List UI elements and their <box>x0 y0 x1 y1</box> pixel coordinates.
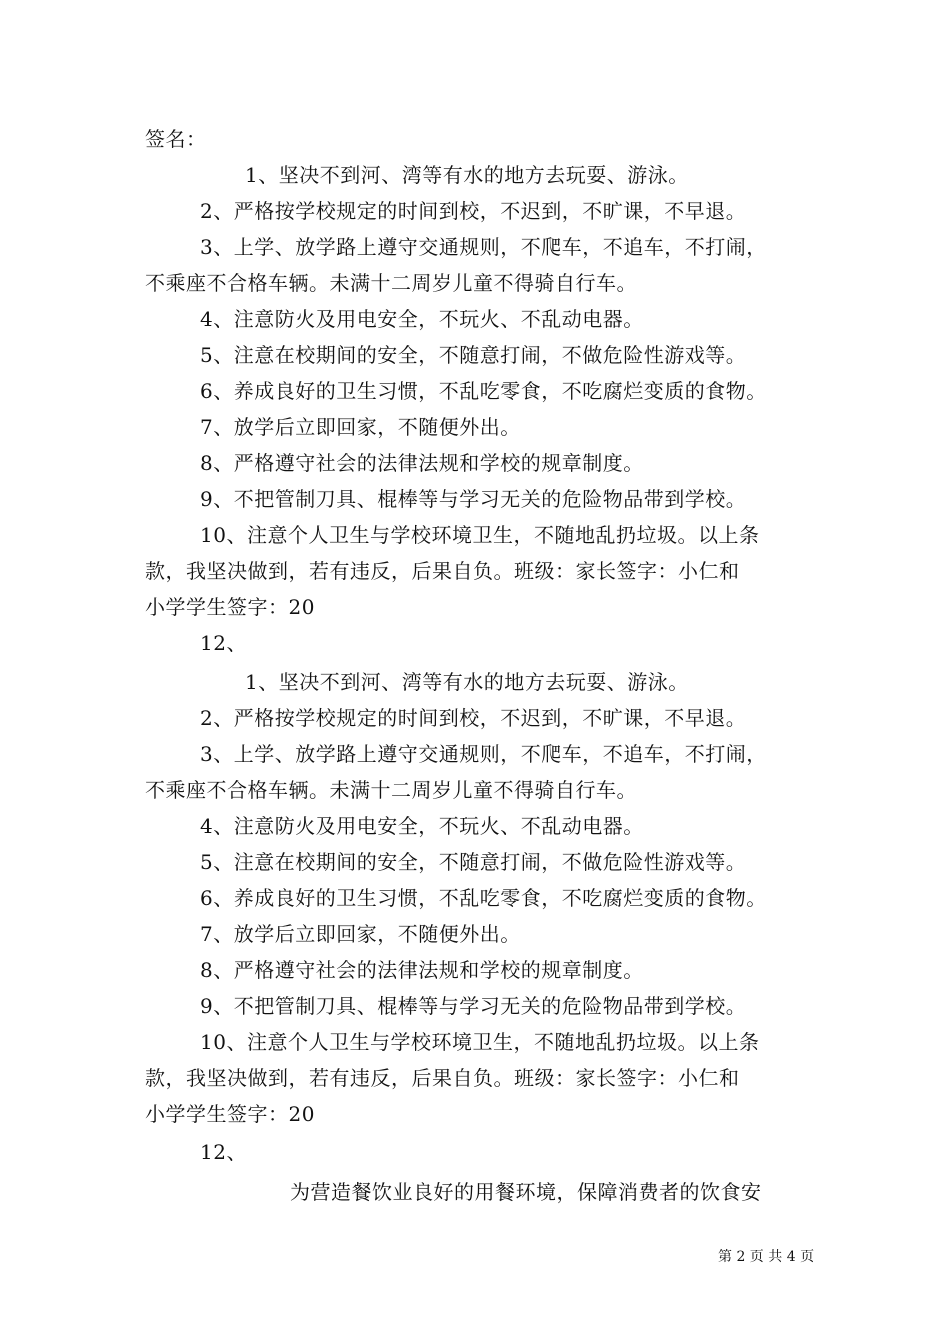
rule-line: 款，我坚决做到，若有违反，后果自负。班级：家长签字：小仁和 <box>145 559 740 583</box>
paragraph-line: 为营造餐饮业良好的用餐环境，保障消费者的饮食安 <box>290 1180 762 1204</box>
rule-line: 10、注意个人卫生与学校环境卫生，不随地乱扔垃圾。以上条 <box>200 523 760 547</box>
rule-line: 2、严格按学校规定的时间到校，不迟到，不旷课，不早退。 <box>200 199 747 223</box>
rule-line: 7、放学后立即回家，不随便外出。 <box>200 415 521 439</box>
rule-line: 不乘座不合格车辆。未满十二周岁儿童不得骑自行车。 <box>145 271 637 295</box>
rule-line: 2、严格按学校规定的时间到校，不迟到，不旷课，不早退。 <box>200 706 747 730</box>
rule-line: 小学学生签字：20 <box>145 595 315 619</box>
rule-line: 3、上学、放学路上遵守交通规则，不爬车，不追车，不打闹， <box>200 235 767 259</box>
rule-line: 7、放学后立即回家，不随便外出。 <box>200 922 521 946</box>
rule-line: 1、坚决不到河、湾等有水的地方去玩耍、游泳。 <box>245 163 689 187</box>
rule-line: 不乘座不合格车辆。未满十二周岁儿童不得骑自行车。 <box>145 778 637 802</box>
rule-line: 12、 <box>200 1140 247 1164</box>
rule-line: 4、注意防火及用电安全，不玩火、不乱动电器。 <box>200 814 644 838</box>
rule-line: 9、不把管制刀具、棍棒等与学习无关的危险物品带到学校。 <box>200 994 747 1018</box>
rule-line: 6、养成良好的卫生习惯，不乱吃零食，不吃腐烂变质的食物。 <box>200 379 767 403</box>
sign-label: 签名： <box>145 127 207 151</box>
rule-line: 小学学生签字：20 <box>145 1102 315 1126</box>
rule-line: 1、坚决不到河、湾等有水的地方去玩耍、游泳。 <box>245 670 689 694</box>
rule-line: 8、严格遵守社会的法律法规和学校的规章制度。 <box>200 958 644 982</box>
rule-line: 5、注意在校期间的安全，不随意打闹，不做危险性游戏等。 <box>200 343 747 367</box>
rule-line: 款，我坚决做到，若有违反，后果自负。班级：家长签字：小仁和 <box>145 1066 740 1090</box>
rule-line: 5、注意在校期间的安全，不随意打闹，不做危险性游戏等。 <box>200 850 747 874</box>
rule-line: 3、上学、放学路上遵守交通规则，不爬车，不追车，不打闹， <box>200 742 767 766</box>
rule-line: 12、 <box>200 631 247 655</box>
rule-line: 4、注意防火及用电安全，不玩火、不乱动电器。 <box>200 307 644 331</box>
rule-line: 9、不把管制刀具、棍棒等与学习无关的危险物品带到学校。 <box>200 487 747 511</box>
page-number: 第 2 页 共 4 页 <box>718 1249 815 1265</box>
rule-line: 6、养成良好的卫生习惯，不乱吃零食，不吃腐烂变质的食物。 <box>200 886 767 910</box>
rule-line: 10、注意个人卫生与学校环境卫生，不随地乱扔垃圾。以上条 <box>200 1030 760 1054</box>
rule-line: 8、严格遵守社会的法律法规和学校的规章制度。 <box>200 451 644 475</box>
